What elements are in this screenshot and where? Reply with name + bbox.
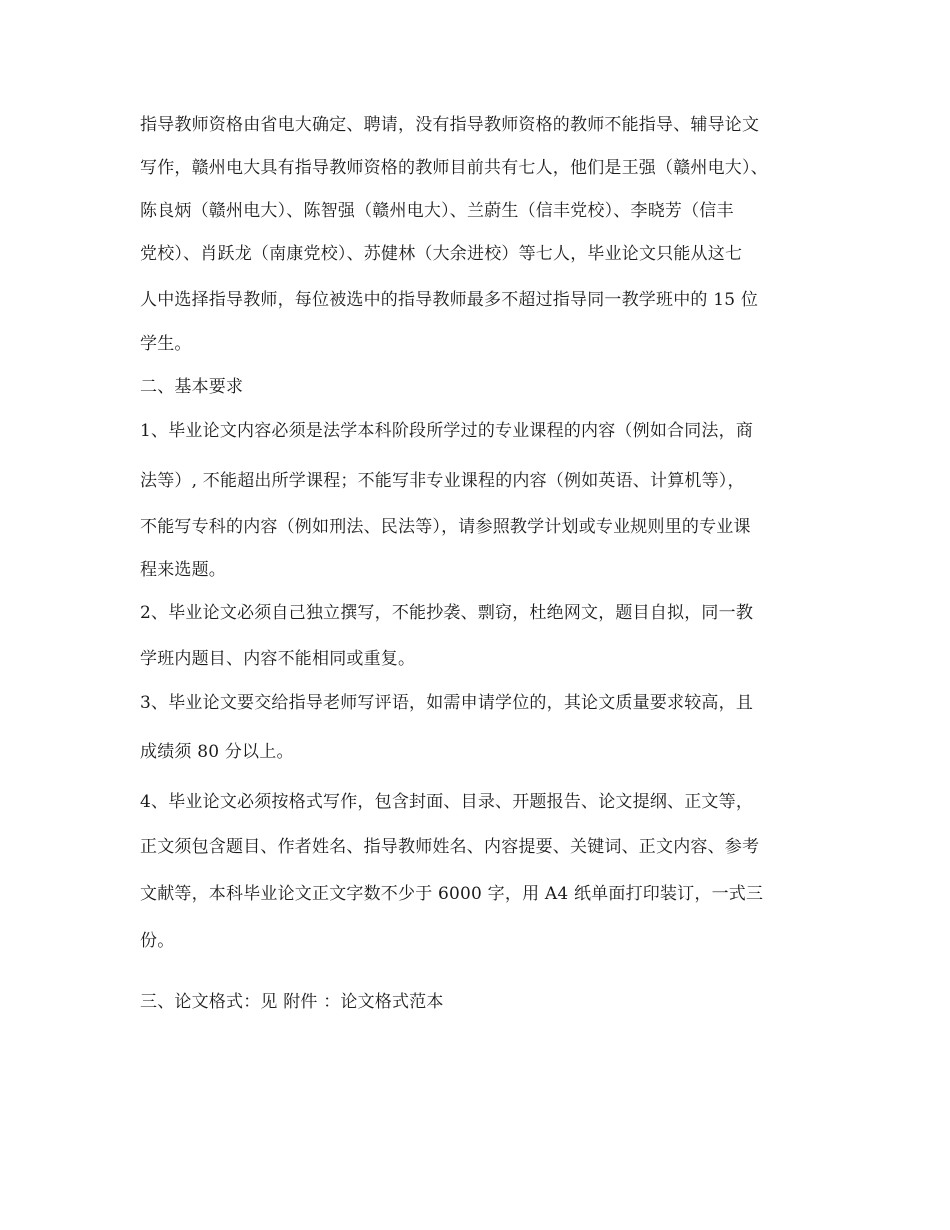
intro-line-4: 党校）、肖跃龙（南康党校）、苏健林（大余进校）等七人，毕业论文只能从这七 — [140, 244, 743, 264]
section-heading-format: 三、论文格式：见 附件 ：论文格式范本 — [140, 992, 444, 1012]
item1-line-2: 法等）, 不能超出所学课程；不能写非专业课程的内容（例如英语、计算机等）， — [140, 471, 745, 491]
intro-line-6: 学生。 — [140, 334, 192, 354]
section-heading-requirements: 二、基本要求 — [140, 377, 244, 397]
intro-line-1: 指导教师资格由省电大确定、聘请，没有指导教师资格的教师不能指导、辅导论文 — [140, 115, 760, 135]
intro-line-3: 陈良炳（赣州电大）、陈智强（赣州电大）、兰蔚生（信丰党校）、李晓芳（信丰 — [140, 201, 734, 221]
item1-line-1: 1、毕业论文内容必须是法学本科阶段所学过的专业课程的内容（例如合同法，商 — [140, 421, 754, 441]
item1-line-3: 不能写专科的内容（例如刑法、民法等），请参照教学计划或专业规则里的专业课 — [140, 517, 751, 537]
item3-line-1: 3、毕业论文要交给指导老师写评语，如需申请学位的，其论文质量要求较高，且 — [140, 693, 754, 713]
intro-line-5: 人中选择指导教师，每位被选中的指导教师最多不超过指导同一教学班中的 15 位 — [140, 290, 759, 310]
intro-line-2: 写作，赣州电大具有指导教师资格的教师目前共有七人，他们是王强（赣州电大）、 — [140, 158, 768, 178]
item2-line-2: 学班内题目、内容不能相同或重复。 — [140, 649, 416, 669]
item1-line-4: 程来选题。 — [140, 560, 226, 580]
item3-line-2: 成绩须 80 分以上。 — [140, 742, 294, 762]
item4-line-3: 文献等，本科毕业论文正文字数不少于 6000 字，用 A4 纸单面打印装订，一式三 — [140, 884, 764, 904]
item4-line-2: 正文须包含题目、作者姓名、指导教师姓名、内容提要、关键词、正文内容、参考 — [140, 837, 760, 857]
item2-line-1: 2、毕业论文必须自己独立撰写，不能抄袭、剽窃，杜绝网文，题目自拟，同一教 — [140, 603, 754, 623]
item4-line-4: 份。 — [140, 931, 175, 951]
item4-line-1: 4、毕业论文必须按格式写作，包含封面、目录、开题报告、论文提纲、正文等， — [140, 792, 754, 812]
